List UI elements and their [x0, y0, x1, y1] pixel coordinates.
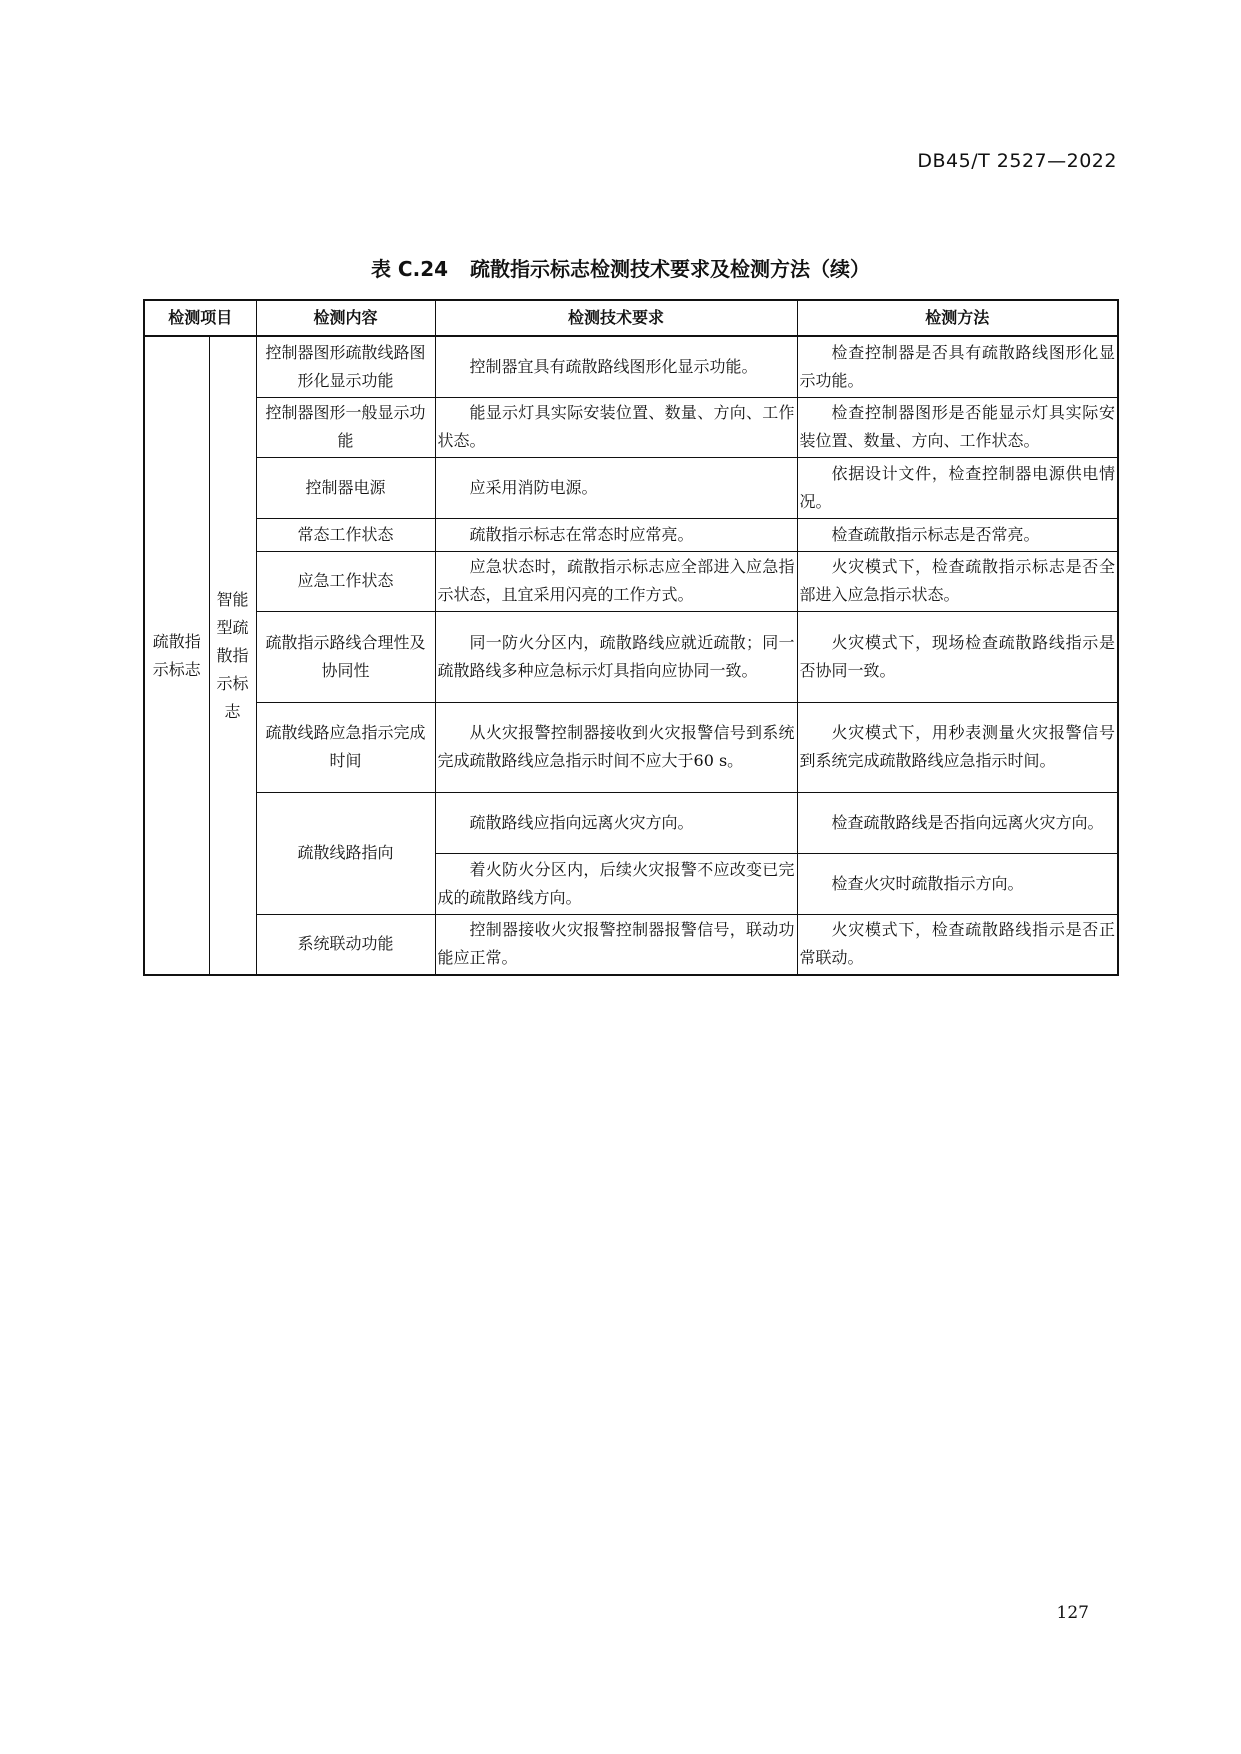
table-row	[144, 702, 1118, 792]
content-cell: 疏散线路指向	[256, 792, 435, 914]
method-cell: 检查火灾时疏散指示方向。	[797, 853, 1118, 914]
table-row	[144, 397, 1118, 457]
table-row	[144, 336, 1118, 397]
requirement-cell: 能显示灯具实际安装位置、数量、方向、工作状态。	[435, 397, 797, 457]
table-row	[144, 518, 1118, 551]
table-row	[144, 914, 1118, 975]
inspection-table	[143, 299, 1119, 976]
method-cell: 火灾模式下，用秒表测量火灾报警信号到系统完成疏散路线应急指示时间。	[797, 702, 1118, 792]
content-cell: 常态工作状态	[256, 518, 435, 551]
content-cell: 疏散指示路线合理性及协同性	[256, 611, 435, 702]
table-number: 表 C.24	[370, 257, 449, 281]
method-cell: 依据设计文件，检查控制器电源供电情况。	[797, 457, 1118, 518]
method-cell: 火灾模式下，现场检查疏散路线指示是否协同一致。	[797, 611, 1118, 702]
content-cell: 应急工作状态	[256, 551, 435, 611]
table-row	[144, 792, 1118, 853]
requirement-cell: 控制器宜具有疏散路线图形化显示功能。	[435, 336, 797, 397]
requirement-cell: 疏散指示标志在常态时应常亮。	[435, 518, 797, 551]
method-cell: 检查疏散指示标志是否常亮。	[797, 518, 1118, 551]
table-header-row	[144, 300, 1118, 336]
col-header-requirement: 检测技术要求	[435, 300, 797, 336]
method-cell: 检查控制器图形是否能显示灯具实际安装位置、数量、方向、工作状态。	[797, 397, 1118, 457]
requirement-cell: 应急状态时，疏散指示标志应全部进入应急指示状态，且宜采用闪亮的工作方式。	[435, 551, 797, 611]
item-level2-cell: 智能型疏散指示标志	[209, 336, 256, 975]
table-title	[0, 253, 1241, 282]
requirement-cell: 疏散路线应指向远离火灾方向。	[435, 792, 797, 853]
method-cell: 检查疏散路线是否指向远离火灾方向。	[797, 792, 1118, 853]
content-cell: 控制器图形疏散线路图形化显示功能	[256, 336, 435, 397]
table-row	[144, 457, 1118, 518]
table-row	[144, 551, 1118, 611]
content-cell: 疏散线路应急指示完成时间	[256, 702, 435, 792]
requirement-cell: 同一防火分区内，疏散路线应就近疏散；同一疏散路线多种应急标示灯具指向应协同一致。	[435, 611, 797, 702]
page-number: 127	[1056, 1603, 1089, 1623]
col-header-item: 检测项目	[144, 300, 256, 336]
requirement-cell: 控制器接收火灾报警控制器报警信号，联动功能应正常。	[435, 914, 797, 975]
document-code: DB45/T 2527—2022	[917, 150, 1117, 172]
method-cell: 火灾模式下，检查疏散路线指示是否正常联动。	[797, 914, 1118, 975]
content-cell: 控制器电源	[256, 457, 435, 518]
table-caption: 疏散指示标志检测技术要求及检测方法（续）	[470, 257, 871, 281]
item-level1-cell: 疏散指示标志	[144, 336, 209, 975]
method-cell: 检查控制器是否具有疏散路线图形化显示功能。	[797, 336, 1118, 397]
content-cell: 系统联动功能	[256, 914, 435, 975]
requirement-cell: 着火防火分区内，后续火灾报警不应改变已完成的疏散路线方向。	[435, 853, 797, 914]
content-cell: 控制器图形一般显示功能	[256, 397, 435, 457]
table-row	[144, 611, 1118, 702]
col-header-content: 检测内容	[256, 300, 435, 336]
requirement-cell: 应采用消防电源。	[435, 457, 797, 518]
method-cell: 火灾模式下，检查疏散指示标志是否全部进入应急指示状态。	[797, 551, 1118, 611]
requirement-cell: 从火灾报警控制器接收到火灾报警信号到系统完成疏散路线应急指示时间不应大于60 s。	[435, 702, 797, 792]
col-header-method: 检测方法	[797, 300, 1118, 336]
